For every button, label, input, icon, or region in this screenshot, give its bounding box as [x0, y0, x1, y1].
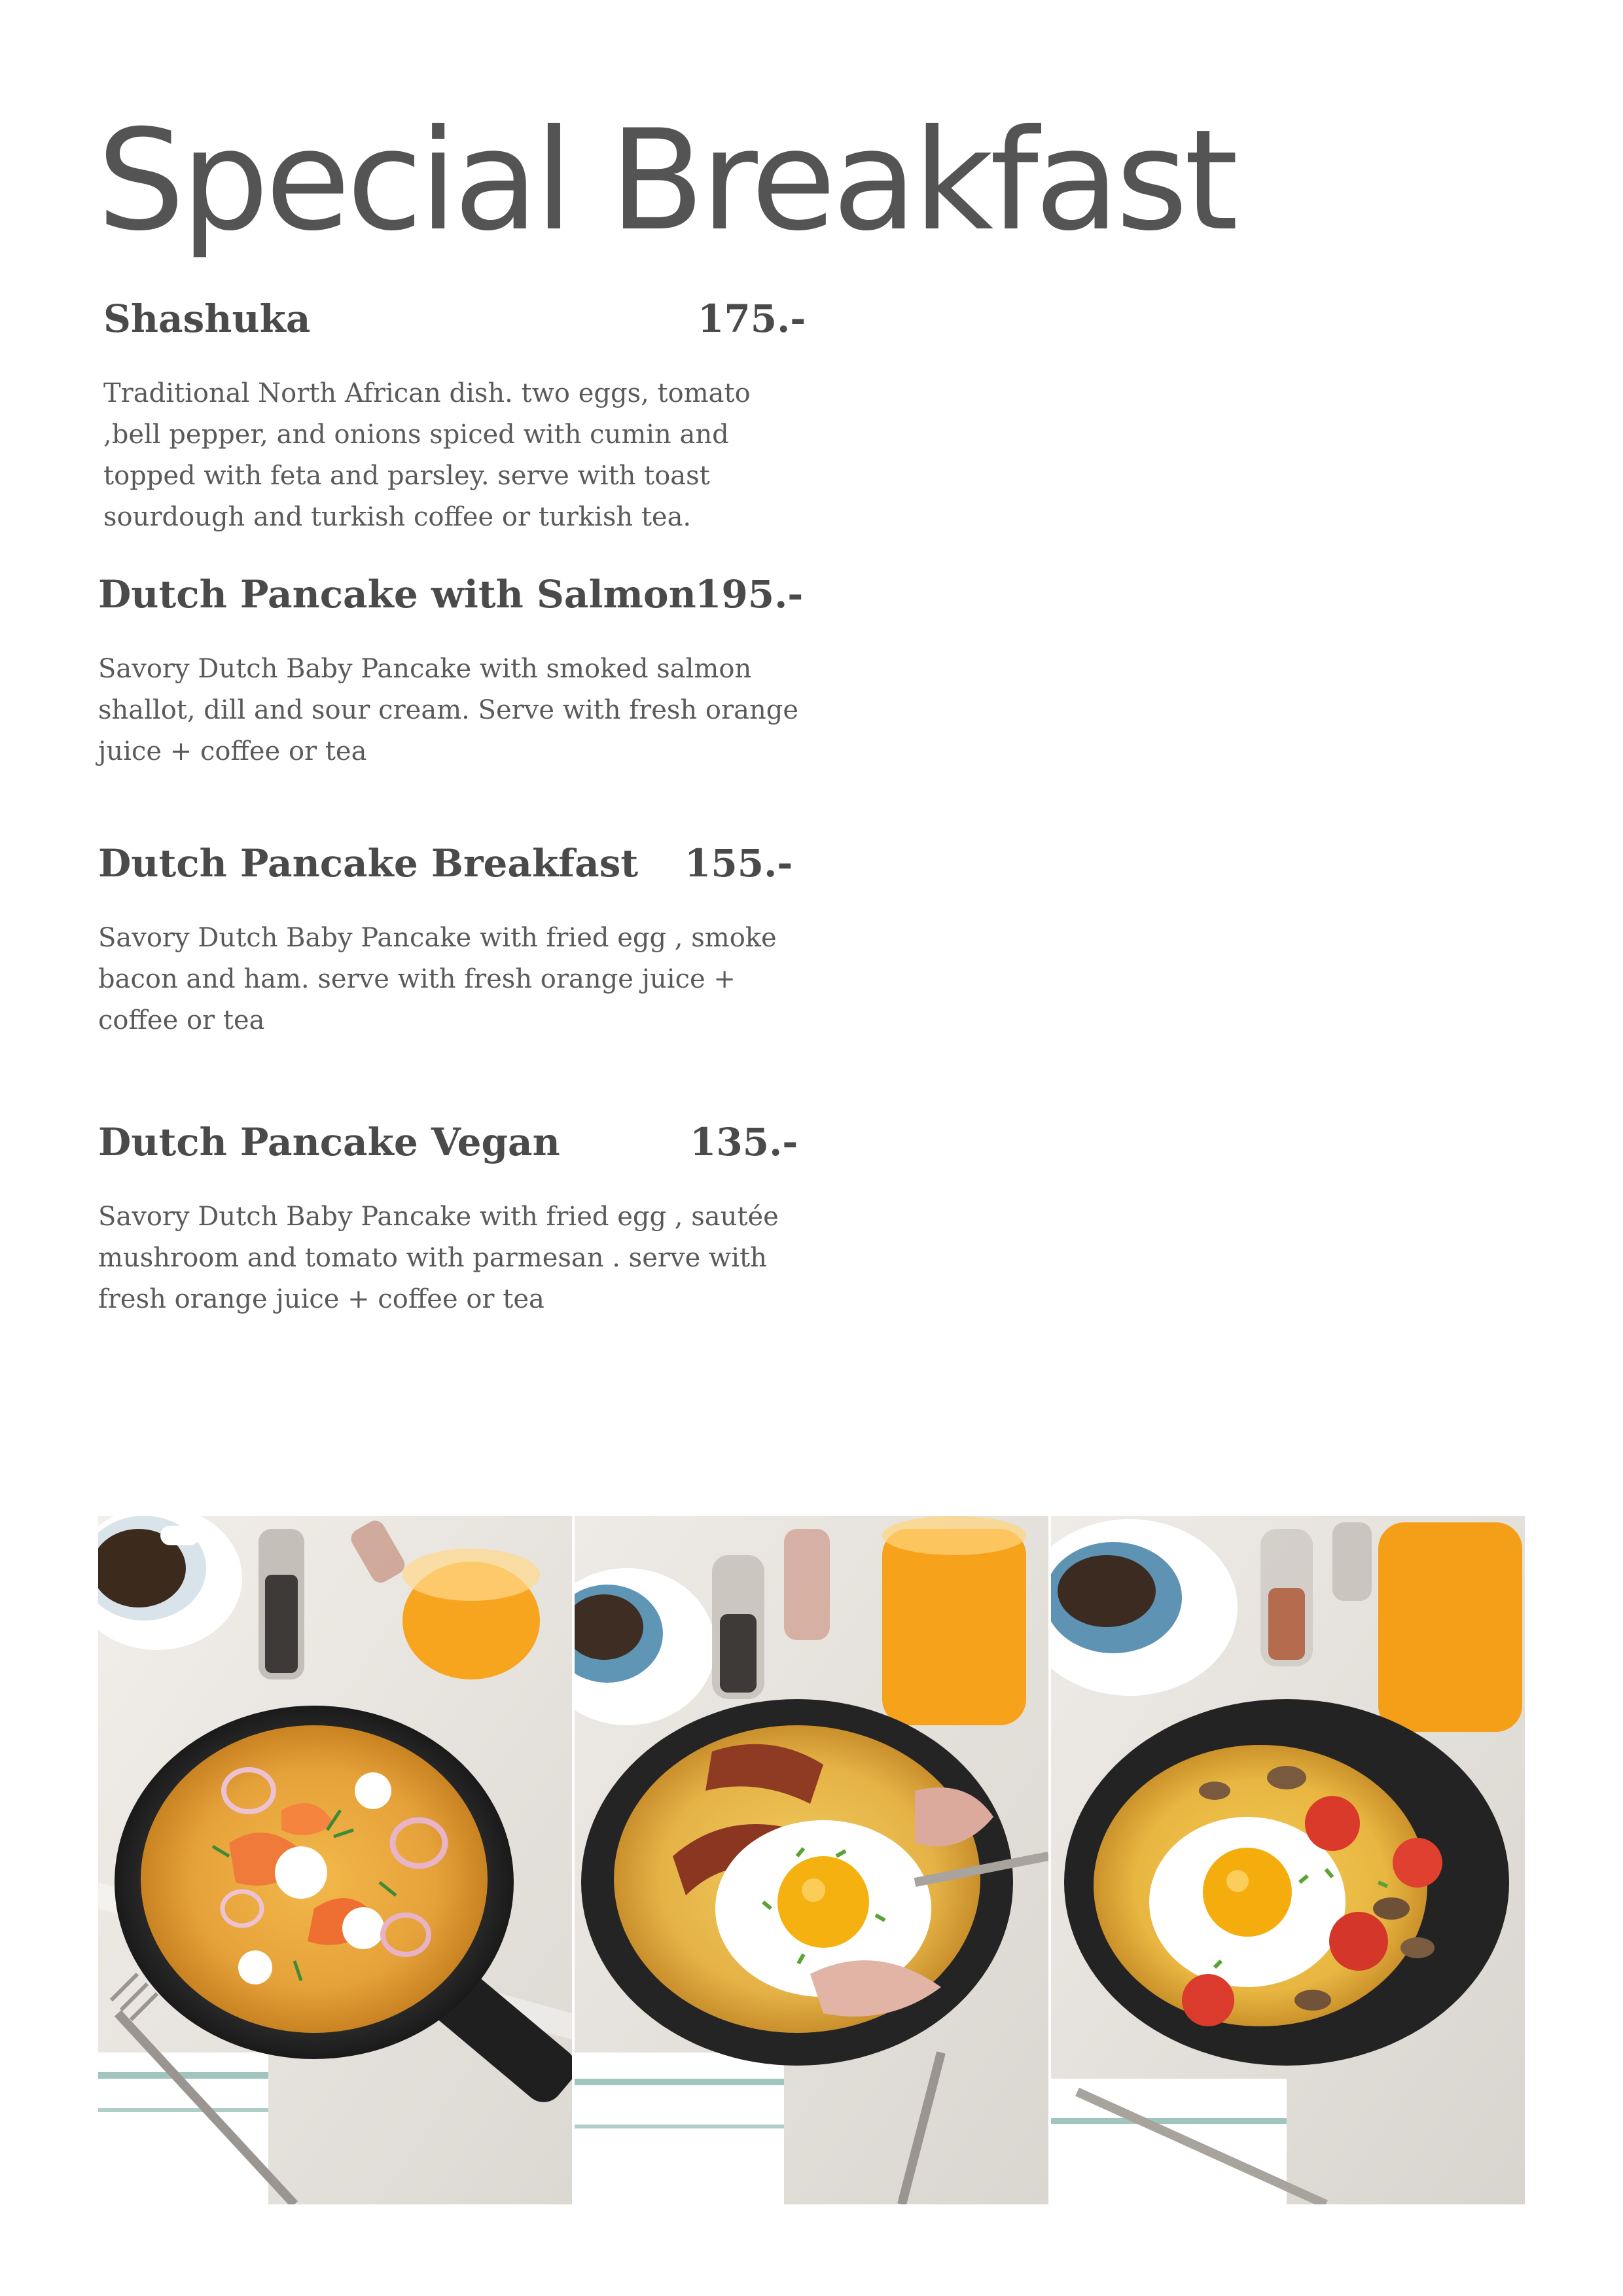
menu-item-description: Savory Dutch Baby Pancake with fried egg , sautée mushroom and tomato with parmesan . serve with fresh orange juice + coffee or tea — [98, 1202, 779, 1314]
photo-strip — [98, 1516, 1525, 2204]
salmon-pancake-photo — [98, 1516, 572, 2204]
menu-item-dutch-pancake-salmon — [98, 572, 804, 772]
menu-item-shashuka — [103, 296, 806, 535]
menu-item-name: Dutch Pancake Breakfast — [98, 841, 639, 886]
menu-item-dutch-pancake-breakfast — [98, 841, 793, 1041]
menu-item-price: 175.- — [698, 296, 806, 341]
menu-item-description: Savory Dutch Baby Pancake with smoked salmon shallot, dill and sour cream. Serve with fresh orange juice + coffee or tea — [98, 654, 798, 766]
menu-item-price: 135.- — [690, 1120, 798, 1164]
menu-item-name: Shashuka — [103, 296, 311, 341]
menu-item-price: 155.- — [685, 841, 793, 886]
bacon-egg-pancake-photo — [575, 1516, 1048, 2204]
page-title: Special Breakfast — [97, 99, 1235, 261]
vegan-pancake-photo — [1051, 1516, 1525, 2204]
menu-item-name: Dutch Pancake with Salmon — [98, 572, 696, 617]
menu-item-dutch-pancake-vegan — [98, 1120, 798, 1319]
menu-item-description: Traditional North African dish. two eggs, tomato ,bell pepper, and onions spiced with cumin and topped with feta and parsley. serve with toast sourdough and turkish coffee or turkish tea. — [103, 378, 751, 532]
menu-item-price: 195.- — [695, 572, 804, 617]
menu-item-name: Dutch Pancake Vegan — [98, 1120, 560, 1164]
menu-item-description: Savory Dutch Baby Pancake with fried egg , smoke bacon and ham. serve with fresh orange juice + coffee or tea — [98, 923, 777, 1035]
